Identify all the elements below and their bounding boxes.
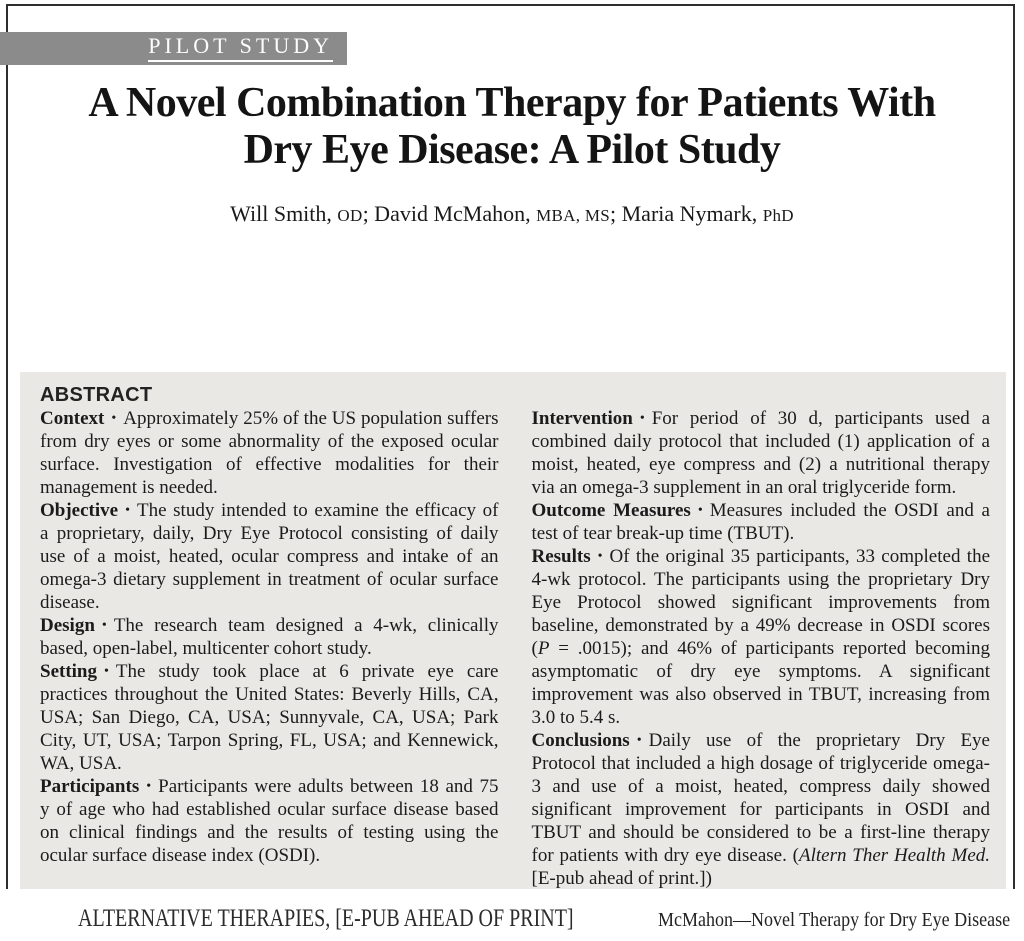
section-label: Setting <box>40 661 97 682</box>
abstract-right-column <box>532 384 991 889</box>
italic-journal-citation: Altern Ther Health Med. <box>798 845 990 866</box>
bullet-separator: • <box>104 664 109 679</box>
author-name: ; Maria Nymark, <box>610 201 763 226</box>
abstract-section-outcome-measures <box>532 499 991 545</box>
author-credential: OD <box>337 206 363 225</box>
section-label: Intervention <box>531 408 633 429</box>
article-title-line-2: Dry Eye Disease: A Pilot Study <box>243 127 781 173</box>
article-type-banner <box>0 32 347 65</box>
section-label: Participants <box>40 776 140 797</box>
article-title-line-1: A Novel Combination Therapy for Patients With <box>88 80 936 126</box>
article-type-label: PILOT STUDY <box>148 35 333 62</box>
section-text: Of the original 35 participants, 33 completed the 4-wk protocol. The participants using the proprietary Dry Eye Protocol showed significant improvements from baseline, demonstrated by a 49% decrease in OSDI scores ( <box>531 546 990 659</box>
section-label: Conclusions <box>531 730 630 751</box>
section-text: Participants were adults between 18 and 75 y of age who had established ocular surface disease based on clinical findings and the results of testing using the ocular surface disease index (OSDI). <box>40 776 499 866</box>
section-label: Design <box>40 615 95 636</box>
abstract-section-intervention <box>532 407 991 499</box>
bullet-separator: • <box>111 411 117 426</box>
abstract-section-design <box>40 614 499 660</box>
italic-p-value-symbol: P <box>537 638 550 659</box>
article-title <box>0 80 1024 174</box>
abstract-section-setting <box>40 660 499 775</box>
section-label: Results <box>531 546 591 567</box>
bullet-separator: • <box>639 411 645 426</box>
section-text: The research team designed a 4-wk, clinically based, open-label, multicenter cohort study. <box>40 615 499 659</box>
bullet-separator: • <box>636 733 642 748</box>
abstract-section-objective <box>40 499 499 614</box>
bullet-separator: • <box>697 503 703 518</box>
section-text: Measures included the OSDI and a test of tear break-up time (TBUT). <box>531 500 990 544</box>
abstract-section-participants <box>40 775 499 867</box>
section-text: [E-pub ahead of print.]) <box>531 868 712 889</box>
abstract-section-results <box>532 545 991 729</box>
section-text: The study took place at 6 private eye care practices throughout the United States: Beverly Hills, CA, USA; San Diego, CA, USA; Sunnyvale, CA, USA; Park City, UT, USA; Tarpon Spring, FL, USA; and Kennewick, WA, USA. <box>40 661 499 774</box>
author-credential: MBA, MS <box>536 206 610 225</box>
section-label: Context <box>40 408 105 429</box>
section-text: = .0015); and 46% of participants reported becoming asymptomatic of dry eye symptoms. A significant improvement was also observed in TBUT, increasing from 3.0 to 5.4 s. <box>531 638 990 728</box>
section-text: The study intended to examine the efficacy of a proprietary, daily, Dry Eye Protocol consisting of daily use of a moist, heated, ocular compress and intake of an omega-3 dietary supplement in treatment of ocular surface disease. <box>40 500 499 613</box>
author-name: Will Smith, <box>230 201 338 226</box>
journal-footer: ALTERNATIVE THERAPIES, [E-PUB AHEAD OF PRINT] <box>78 905 574 932</box>
abstract-left-column <box>40 384 499 889</box>
author-byline <box>0 201 1024 227</box>
section-text: Daily use of the proprietary Dry Eye Protocol that included a high dosage of triglyceride omega-3 and use of a moist, heated, compress daily showed significant improvement for participants in OSDI and TBUT and should be considered to be a first-line therapy for patients with dry eye disease. ( <box>531 730 990 866</box>
bullet-separator: • <box>146 779 152 794</box>
section-text: For period of 30 d, participants used a combined daily protocol that included (1) application of a moist, heated, eye compress and (2) a nutritional therapy via an omega-3 supplement in an oral triglyceride form. <box>531 408 990 498</box>
bullet-separator: • <box>101 618 107 633</box>
running-head-footer: McMahon—Novel Therapy for Dry Eye Disease <box>658 909 1011 931</box>
section-label: Objective <box>40 500 119 521</box>
author-name: ; David McMahon, <box>362 201 537 226</box>
author-credential: PhD <box>762 206 794 225</box>
abstract-section-context <box>40 407 499 499</box>
bullet-separator: • <box>597 549 603 564</box>
abstract-heading: ABSTRACT <box>40 384 153 406</box>
section-text: Approximately 25% of the US population suffers from dry eyes or some abnormality of the exposed ocular surface. Investigation of effective modalities for their management is needed. <box>40 408 499 498</box>
bullet-separator: • <box>125 503 130 518</box>
abstract-box <box>20 372 1006 889</box>
section-label: Outcome Measures <box>531 500 691 521</box>
abstract-section-conclusions <box>532 729 991 889</box>
